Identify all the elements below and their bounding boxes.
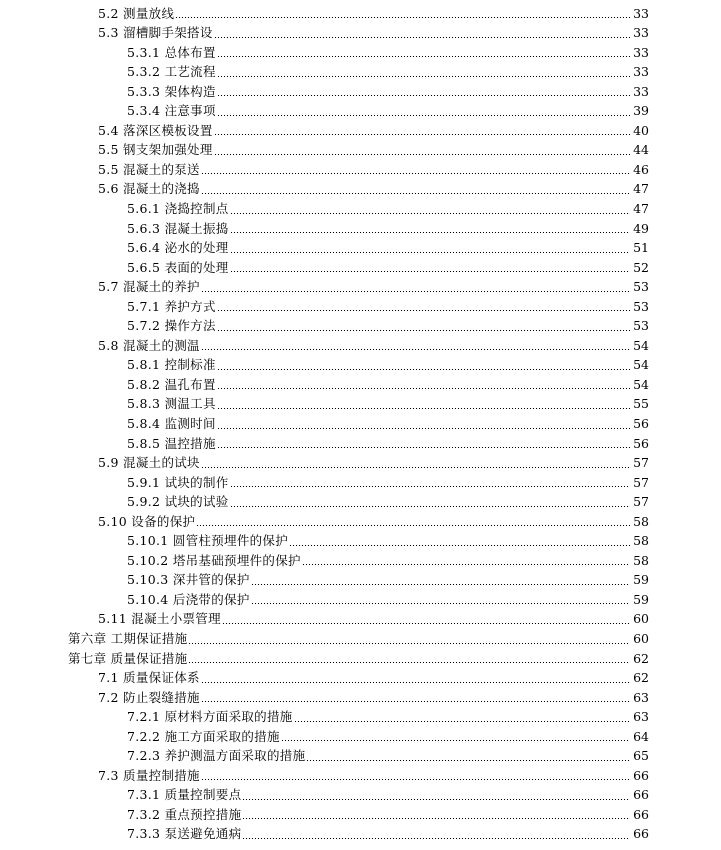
toc-page-number: 66 bbox=[633, 806, 649, 822]
dot-leader bbox=[230, 213, 630, 214]
toc-page-number: 54 bbox=[633, 376, 649, 392]
toc-entry-title: 5.6 混凝土的浇捣 bbox=[98, 181, 200, 197]
toc-entry[interactable] bbox=[0, 805, 721, 825]
toc-page-number: 62 bbox=[633, 650, 649, 666]
toc-page-number: 47 bbox=[633, 200, 649, 216]
dot-leader bbox=[217, 330, 630, 331]
dot-leader bbox=[289, 545, 630, 546]
toc-page-number: 56 bbox=[633, 435, 649, 451]
toc-entry[interactable] bbox=[0, 219, 721, 239]
dot-leader bbox=[251, 584, 630, 585]
toc-entry-title: 5.9 混凝土的试块 bbox=[98, 455, 200, 471]
toc-page-number: 62 bbox=[633, 670, 649, 686]
toc-entry-title: 7.2.3 养护测温方面采取的措施 bbox=[127, 748, 306, 764]
toc-page-number: 58 bbox=[633, 552, 649, 568]
toc-entry[interactable] bbox=[0, 336, 721, 356]
toc-entry[interactable] bbox=[0, 512, 721, 532]
toc-entry[interactable] bbox=[0, 570, 721, 590]
toc-entry[interactable] bbox=[0, 121, 721, 141]
toc-entry[interactable] bbox=[0, 473, 721, 493]
toc-entry-title: 5.7.2 操作方法 bbox=[127, 318, 216, 334]
toc-entry-title: 7.3.2 重点预控措施 bbox=[127, 806, 242, 822]
toc-page-number: 53 bbox=[633, 318, 649, 334]
dot-leader bbox=[188, 662, 630, 663]
toc-entry[interactable] bbox=[0, 82, 721, 102]
toc-page-number: 60 bbox=[633, 611, 649, 627]
toc-entry-title: 5.6.5 表面的处理 bbox=[127, 259, 229, 275]
toc-entry-title: 5.10.4 后浇带的保护 bbox=[127, 591, 250, 607]
toc-entry[interactable] bbox=[0, 4, 721, 24]
toc-entry[interactable] bbox=[0, 531, 721, 551]
toc-page-number: 65 bbox=[633, 748, 649, 764]
toc-entry[interactable] bbox=[0, 453, 721, 473]
toc-page-number: 57 bbox=[633, 474, 649, 490]
dot-leader bbox=[217, 115, 630, 116]
dot-leader bbox=[230, 252, 630, 253]
dot-leader bbox=[294, 721, 630, 722]
toc-entry[interactable] bbox=[0, 590, 721, 610]
dot-leader bbox=[201, 349, 630, 350]
table-of-contents bbox=[0, 4, 721, 845]
toc-page-number: 57 bbox=[633, 455, 649, 471]
toc-entry-title: 7.3.3 泵送避免通病 bbox=[127, 826, 242, 842]
dot-leader bbox=[217, 369, 630, 370]
toc-page-number: 66 bbox=[633, 767, 649, 783]
toc-entry[interactable] bbox=[0, 707, 721, 727]
toc-page-number: 39 bbox=[633, 103, 649, 119]
dot-leader bbox=[217, 56, 630, 57]
toc-entry-title: 第六章 工期保证措施 bbox=[68, 631, 188, 646]
toc-entry[interactable] bbox=[0, 668, 721, 688]
dot-leader bbox=[196, 525, 630, 526]
dot-leader bbox=[242, 799, 630, 800]
toc-entry[interactable] bbox=[0, 766, 721, 786]
toc-page-number: 54 bbox=[633, 357, 649, 373]
toc-entry-title: 5.3 溜槽脚手架搭设 bbox=[98, 25, 213, 41]
dot-leader bbox=[201, 779, 630, 780]
toc-page-number: 66 bbox=[633, 826, 649, 842]
toc-page-number: 47 bbox=[633, 181, 649, 197]
toc-entry-title: 5.8 混凝土的测温 bbox=[98, 337, 200, 353]
dot-leader bbox=[201, 682, 630, 683]
toc-page-number: 46 bbox=[633, 161, 649, 177]
toc-entry-title: 5.10.2 塔吊基础预埋件的保护 bbox=[127, 552, 301, 568]
dot-leader bbox=[217, 388, 630, 389]
toc-entry[interactable] bbox=[0, 649, 721, 669]
toc-entry-title: 5.6.4 泌水的处理 bbox=[127, 240, 229, 256]
toc-entry[interactable] bbox=[0, 160, 721, 180]
dot-leader bbox=[302, 564, 630, 565]
dot-leader bbox=[201, 193, 630, 194]
toc-entry-title: 5.8.3 测温工具 bbox=[127, 396, 216, 412]
toc-entry[interactable] bbox=[0, 140, 721, 160]
toc-entry[interactable] bbox=[0, 434, 721, 454]
dot-leader bbox=[214, 134, 630, 135]
toc-page-number: 51 bbox=[633, 240, 649, 256]
dot-leader bbox=[217, 95, 630, 96]
toc-entry-title: 5.8.5 温控措施 bbox=[127, 435, 216, 451]
toc-entry[interactable] bbox=[0, 727, 721, 747]
toc-entry-title: 7.3.1 质量控制要点 bbox=[127, 787, 242, 803]
toc-entry[interactable] bbox=[0, 62, 721, 82]
toc-page-number: 55 bbox=[633, 396, 649, 412]
toc-page-number: 57 bbox=[633, 494, 649, 510]
toc-entry-title: 5.3.4 注意事项 bbox=[127, 103, 216, 119]
dot-leader bbox=[306, 760, 630, 761]
toc-entry[interactable] bbox=[0, 551, 721, 571]
toc-entry-title: 5.11 混凝土小票管理 bbox=[98, 611, 221, 627]
toc-entry[interactable] bbox=[0, 355, 721, 375]
dot-leader bbox=[188, 643, 630, 644]
toc-page-number: 52 bbox=[633, 259, 649, 275]
toc-page-number: 59 bbox=[633, 572, 649, 588]
toc-page-number: 49 bbox=[633, 220, 649, 236]
toc-page-number: 44 bbox=[633, 142, 649, 158]
toc-page-number: 58 bbox=[633, 533, 649, 549]
dot-leader bbox=[217, 428, 630, 429]
toc-entry-title: 7.1 质量保证体系 bbox=[98, 670, 200, 686]
toc-entry-title: 5.7.1 养护方式 bbox=[127, 298, 216, 314]
dot-leader bbox=[230, 271, 630, 272]
toc-entry-title: 5.7 混凝土的养护 bbox=[98, 279, 200, 295]
toc-entry-title: 5.8.1 控制标准 bbox=[127, 357, 216, 373]
toc-page-number: 63 bbox=[633, 709, 649, 725]
toc-entry[interactable] bbox=[0, 297, 721, 317]
dot-leader bbox=[201, 701, 630, 702]
toc-page-number: 40 bbox=[633, 122, 649, 138]
toc-entry-title: 5.5 钢支架加强处理 bbox=[98, 142, 213, 158]
toc-entry-title: 7.2.1 原材料方面采取的措施 bbox=[127, 709, 293, 725]
toc-entry[interactable] bbox=[0, 394, 721, 414]
toc-entry-title: 5.4 落深区模板设置 bbox=[98, 122, 213, 138]
dot-leader bbox=[281, 740, 630, 741]
dot-leader bbox=[175, 17, 630, 18]
toc-entry-title: 5.9.2 试块的试验 bbox=[127, 494, 229, 510]
toc-page-number: 33 bbox=[633, 64, 649, 80]
toc-entry-title: 5.5 混凝土的泵送 bbox=[98, 161, 200, 177]
dot-leader bbox=[242, 818, 630, 819]
toc-entry[interactable] bbox=[0, 258, 721, 278]
toc-page-number: 33 bbox=[633, 5, 649, 21]
dot-leader bbox=[251, 603, 630, 604]
toc-entry-title: 5.10.1 圆管柱预埋件的保护 bbox=[127, 533, 289, 549]
toc-entry[interactable] bbox=[0, 688, 721, 708]
toc-entry[interactable] bbox=[0, 277, 721, 297]
toc-entry[interactable] bbox=[0, 609, 721, 629]
toc-entry[interactable] bbox=[0, 414, 721, 434]
toc-entry[interactable] bbox=[0, 375, 721, 395]
toc-entry[interactable] bbox=[0, 101, 721, 121]
toc-entry-title: 7.2 防止裂缝措施 bbox=[98, 689, 200, 705]
toc-entry-title: 5.8.4 监测时间 bbox=[127, 415, 216, 431]
toc-entry-title: 5.3.2 工艺流程 bbox=[127, 64, 216, 80]
toc-entry-title: 5.9.1 试块的制作 bbox=[127, 474, 229, 490]
toc-entry[interactable] bbox=[0, 199, 721, 219]
toc-entry[interactable] bbox=[0, 179, 721, 199]
toc-entry-title: 5.6.1 浇捣控制点 bbox=[127, 200, 229, 216]
dot-leader bbox=[230, 232, 630, 233]
dot-leader bbox=[214, 37, 630, 38]
dot-leader bbox=[214, 154, 630, 155]
toc-entry[interactable] bbox=[0, 316, 721, 336]
toc-page-number: 66 bbox=[633, 787, 649, 803]
toc-page-number: 58 bbox=[633, 513, 649, 529]
toc-entry-title: 5.8.2 温孔布置 bbox=[127, 376, 216, 392]
toc-page-number: 60 bbox=[633, 631, 649, 646]
toc-page-number: 33 bbox=[633, 25, 649, 41]
toc-page-number: 63 bbox=[633, 689, 649, 705]
dot-leader bbox=[201, 467, 630, 468]
toc-page-number: 54 bbox=[633, 337, 649, 353]
toc-entry[interactable] bbox=[0, 23, 721, 43]
dot-leader bbox=[242, 838, 630, 839]
toc-page-number: 56 bbox=[633, 415, 649, 431]
toc-page-number: 64 bbox=[633, 728, 649, 744]
toc-entry[interactable] bbox=[0, 824, 721, 844]
toc-page-number: 33 bbox=[633, 44, 649, 60]
toc-entry-title: 7.3 质量控制措施 bbox=[98, 767, 200, 783]
toc-page-number: 59 bbox=[633, 591, 649, 607]
toc-page-number: 53 bbox=[633, 279, 649, 295]
toc-entry-title: 5.2 测量放线 bbox=[98, 5, 175, 21]
toc-entry[interactable] bbox=[0, 492, 721, 512]
dot-leader bbox=[230, 506, 630, 507]
toc-entry[interactable] bbox=[0, 238, 721, 258]
toc-entry-title: 5.6.3 混凝土振捣 bbox=[127, 220, 229, 236]
toc-entry-title: 5.3.1 总体布置 bbox=[127, 44, 216, 60]
toc-page-number: 53 bbox=[633, 298, 649, 314]
toc-entry[interactable] bbox=[0, 629, 721, 649]
dot-leader bbox=[217, 76, 630, 77]
dot-leader bbox=[222, 623, 630, 624]
toc-entry-title: 5.10 设备的保护 bbox=[98, 513, 196, 529]
dot-leader bbox=[217, 447, 630, 448]
toc-entry-title: 7.2.2 施工方面采取的措施 bbox=[127, 728, 280, 744]
dot-leader bbox=[217, 310, 630, 311]
toc-entry-title: 5.10.3 深井管的保护 bbox=[127, 572, 250, 588]
toc-entry-title: 第七章 质量保证措施 bbox=[68, 650, 188, 666]
dot-leader bbox=[201, 291, 630, 292]
toc-entry-title: 5.3.3 架体构造 bbox=[127, 83, 216, 99]
toc-entry[interactable] bbox=[0, 43, 721, 63]
dot-leader bbox=[201, 173, 630, 174]
toc-entry[interactable] bbox=[0, 785, 721, 805]
toc-page-number: 33 bbox=[633, 83, 649, 99]
toc-entry[interactable] bbox=[0, 746, 721, 766]
dot-leader bbox=[217, 408, 630, 409]
dot-leader bbox=[230, 486, 630, 487]
